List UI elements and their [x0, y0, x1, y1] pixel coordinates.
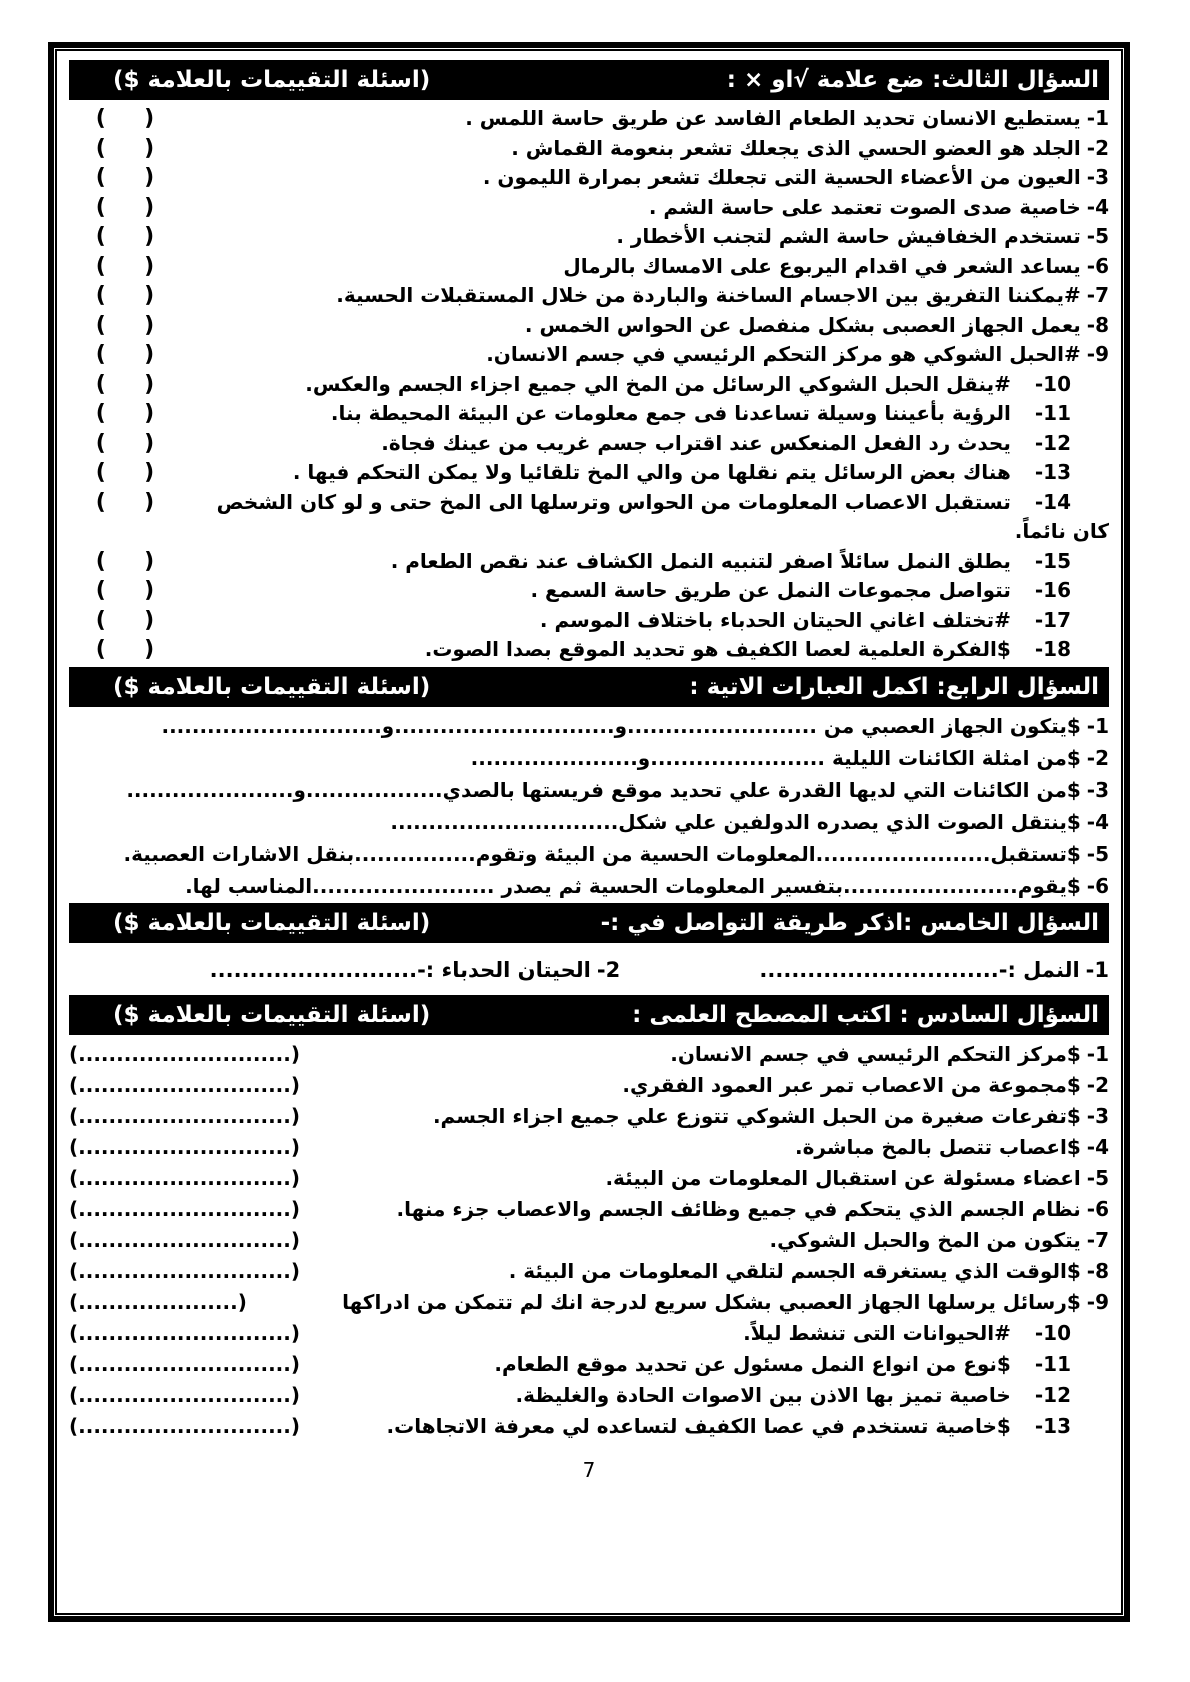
question-text — [327, 1380, 1109, 1411]
scientific-term-item — [69, 1225, 1109, 1256]
question-number: 3- — [1086, 1103, 1109, 1128]
question-number: 8- — [1086, 312, 1109, 337]
question-text — [181, 370, 1109, 400]
answer-parens[interactable]: ( ) — [95, 548, 155, 574]
scientific-term-item — [69, 1318, 1109, 1349]
true-false-item — [69, 399, 1109, 429]
fill-blank-item[interactable] — [69, 839, 1109, 869]
question-statement: هناك بعض الرسائل يتم نقلها من والي المخ تلقائيا ولا يمكن التحكم فيها . — [292, 460, 1011, 484]
question-text — [181, 104, 1109, 134]
question-statement: #تختلف اغاني الحيتان الحدباء باختلاف الموسم . — [539, 607, 1011, 632]
fill-blank-item[interactable] — [69, 711, 1109, 741]
question-statement: $الوقت الذي يستغرقه الجسم لتلقي المعلومات من البيئة . — [508, 1258, 1081, 1283]
question-statement: الحيتان الحدباء :-.......................... — [209, 957, 591, 982]
answer-blank[interactable]: (............................) — [69, 1041, 301, 1066]
question-number: 2- — [1086, 135, 1109, 160]
answer-blank[interactable]: (............................) — [69, 1103, 301, 1128]
question-statement: $خاصية تستخدم في عصا الكفيف لتساعده لي معرفة الاتجاهات. — [386, 1413, 1011, 1438]
scientific-term-item — [69, 1101, 1109, 1132]
answer-blank[interactable]: (............................) — [69, 1072, 301, 1097]
question-statement: يستطيع الانسان تحديد الطعام الفاسد عن طريق حاسة اللمس . — [465, 106, 1081, 130]
fill-blank-item[interactable] — [69, 871, 1109, 901]
answer-parens[interactable]: ( ) — [95, 283, 155, 308]
question-number: 11- — [1034, 1351, 1071, 1376]
true-false-item — [69, 606, 1109, 636]
question-statement: يعمل الجهاز العصبى بشكل منفصل عن الحواس الخمس . — [524, 312, 1081, 337]
true-false-item — [69, 222, 1109, 252]
section-title-q5: السؤال الخامس :اذكر طريقة التواصل في :- — [600, 909, 1099, 936]
question-text — [181, 606, 1109, 636]
question-number: 3- — [1086, 165, 1109, 189]
fill-blank-question-list — [69, 711, 1109, 901]
question-number: 2- — [1086, 1072, 1109, 1097]
question-number: 5- — [1086, 1165, 1109, 1190]
answer-parens[interactable]: ( ) — [95, 401, 155, 426]
question-statement: $يتكون الجهاز العصبي من .........................و.............................و............................. — [161, 713, 1081, 738]
answer-blank[interactable]: (............................) — [69, 1258, 301, 1283]
answer-parens[interactable]: ( ) — [95, 194, 155, 220]
question-statement: $مجموعة من الاعصاب تمر عبر العمود الفقري. — [622, 1072, 1081, 1097]
answer-parens[interactable]: ( ) — [95, 637, 155, 662]
answer-blank[interactable]: (............................) — [69, 1413, 301, 1438]
question-statement: $نوع من انواع النمل مسئول عن تحديد موقع الطعام. — [494, 1351, 1011, 1376]
scientific-term-item — [69, 1411, 1109, 1442]
question-statement: #ينقل الحبل الشوكي الرسائل من المخ الي جميع اجزاء الجسم والعكس. — [305, 371, 1011, 396]
question-statement: الرؤية بأعيننا وسيلة تساعدنا فى جمع معلومات عن البيئة المحيطة بنا. — [330, 401, 1011, 425]
section-title-q6: السؤال السادس : اكتب المصطح العلمى : — [632, 1001, 1099, 1028]
answer-blank[interactable]: (............................) — [69, 1134, 301, 1159]
question-statement: خاصية تميز بها الاذن بين الاصوات الحادة والغليظة. — [515, 1382, 1011, 1407]
question-text — [181, 547, 1109, 577]
question-statement: $تستقبل.......................المعلومات الحسية من البيئة وتقوم................بنقل الاشارات العصبية. — [123, 841, 1081, 866]
question-text — [327, 1039, 1109, 1070]
answer-parens[interactable]: ( ) — [95, 460, 155, 485]
question-number: 14- — [1034, 489, 1071, 514]
question-statement: اعضاء مسئولة عن استقبال المعلومات من البيئة. — [605, 1165, 1081, 1190]
question-number: 16- — [1034, 578, 1071, 602]
answer-parens[interactable]: ( ) — [95, 106, 155, 131]
question-number: 1- — [1086, 713, 1109, 738]
question-number: 18- — [1034, 637, 1071, 661]
section-header-q6 — [69, 995, 1109, 1035]
question-statement: $مركز التحكم الرئيسي في جسم الانسان. — [670, 1041, 1081, 1066]
question-text — [181, 134, 1109, 164]
evaluation-note-q3: (اسئلة التقييمات بالعلامة $) — [113, 67, 431, 93]
question-text — [181, 340, 1109, 370]
true-false-item — [69, 134, 1109, 164]
page-border-inner — [55, 49, 1123, 1615]
question-number: 4- — [1086, 809, 1109, 834]
question-text — [181, 193, 1109, 223]
communication-item-whales[interactable] — [69, 947, 620, 993]
question-number: 1- — [1086, 106, 1109, 130]
question-statement: #الحبل الشوكي هو مركز التحكم الرئيسي في جسم الانسان. — [486, 342, 1081, 366]
question-statement: $من امثلة الكائنات الليلية .......................و...................... — [470, 745, 1081, 770]
question-number: 4- — [1086, 1134, 1109, 1159]
scientific-term-item — [69, 1039, 1109, 1070]
question-text — [181, 488, 1109, 547]
question-text — [181, 311, 1109, 341]
true-false-item — [69, 104, 1109, 134]
question-number: 9- — [1086, 1289, 1109, 1314]
question-statement: نظام الجسم الذي يتحكم في جميع وظائف الجسم والاعصاب جزء منها. — [396, 1196, 1081, 1221]
question-text — [327, 1349, 1109, 1380]
question-number: 11- — [1034, 401, 1071, 425]
true-false-item — [69, 547, 1109, 577]
page-number: 7 — [582, 1457, 596, 1482]
true-false-item — [69, 163, 1109, 193]
answer-parens[interactable]: ( ) — [95, 253, 155, 279]
question-number: 7- — [1086, 1227, 1109, 1252]
question-statement: خاصية صدى الصوت تعتمد على حاسة الشم . — [648, 194, 1081, 219]
question-number: 6- — [1086, 873, 1109, 898]
question-statement: تستقبل الاعصاب المعلومات من الحواس وترسلها الى المخ حتى و لو كان الشخص كان نائماً. — [216, 489, 1109, 543]
answer-parens[interactable]: ( ) — [95, 489, 155, 515]
question-text — [181, 281, 1109, 311]
answer-blank[interactable]: (............................) — [69, 1382, 301, 1407]
question-number: 12- — [1034, 430, 1071, 455]
question-number: 6- — [1086, 253, 1109, 278]
answer-parens[interactable]: ( ) — [95, 165, 155, 190]
section-header-q5 — [69, 903, 1109, 943]
question-number: 2- — [596, 957, 621, 982]
question-statement: تتواصل مجموعات النمل عن طريق حاسة السمع . — [530, 578, 1011, 602]
question-statement: تستخدم الخفافيش حاسة الشم لتجنب الأخطار . — [616, 224, 1081, 248]
section-title-q4: السؤال الرابع: اكمل العبارات الاتية : — [689, 673, 1099, 700]
question-text — [181, 458, 1109, 488]
evaluation-note-q6: (اسئلة التقييمات بالعلامة $) — [113, 1001, 431, 1028]
question-text — [181, 635, 1109, 665]
question-statement: $رسائل يرسلها الجهاز العصبي بشكل سريع لدرجة انك لم تتمكن من ادراكها — [342, 1289, 1081, 1314]
question-number: 10- — [1034, 371, 1071, 396]
question-statement: يتكون من المخ والحبل الشوكي. — [769, 1227, 1081, 1252]
answer-parens[interactable]: ( ) — [95, 342, 155, 367]
true-false-item — [69, 340, 1109, 370]
fill-blank-item[interactable] — [69, 775, 1109, 805]
question-statement: $اعصاب تتصل بالمخ مباشرة. — [794, 1134, 1081, 1159]
fill-blank-item[interactable] — [69, 807, 1109, 837]
scientific-term-question-list — [69, 1039, 1109, 1442]
evaluation-note-q4: (اسئلة التقييمات بالعلامة $) — [113, 673, 431, 700]
answer-blank[interactable]: (............................) — [69, 1320, 301, 1345]
question-number: 5- — [1086, 841, 1109, 866]
answer-blank[interactable]: (............................) — [69, 1196, 301, 1221]
question-number: 1- — [1086, 1041, 1109, 1066]
question-statement: $من الكائنات التي لديها القدرة علي تحديد موقع فريستها بالصدي..................و...................... — [126, 777, 1081, 802]
answer-parens[interactable]: ( ) — [95, 607, 155, 633]
question-text — [181, 222, 1109, 252]
question-text — [327, 1132, 1109, 1163]
true-false-item — [69, 635, 1109, 665]
question-number: 4- — [1086, 194, 1109, 219]
question-text — [327, 1225, 1109, 1256]
question-number: 13- — [1034, 1413, 1071, 1438]
question-text — [327, 1101, 1109, 1132]
question-number: 15- — [1034, 548, 1071, 573]
answer-parens[interactable]: ( ) — [95, 224, 155, 249]
answer-blank[interactable]: (.....................) — [69, 1289, 247, 1314]
scientific-term-item — [69, 1380, 1109, 1411]
question-number: 12- — [1034, 1382, 1071, 1407]
true-false-item — [69, 311, 1109, 341]
scientific-term-item — [69, 1163, 1109, 1194]
question-statement: يساعد الشعر في اقدام اليربوع على الامساك بالرمال — [563, 253, 1081, 278]
question-number: 3- — [1086, 777, 1109, 802]
answer-blank[interactable]: (............................) — [69, 1227, 301, 1252]
evaluation-note-q5: (اسئلة التقييمات بالعلامة $) — [113, 909, 431, 936]
question-text — [327, 1287, 1109, 1318]
question-text — [181, 252, 1109, 282]
answer-blank[interactable]: (............................) — [69, 1351, 301, 1376]
question-statement: #الحيوانات التى تنشط ليلاً. — [743, 1320, 1011, 1345]
question-statement: العيون من الأعضاء الحسية التى تجعلك تشعر بمرارة الليمون . — [482, 165, 1081, 189]
question-statement: $ينتقل الصوت الذي يصدره الدولفين علي شكل.............................. — [390, 809, 1081, 834]
question-number: 2- — [1086, 745, 1109, 770]
question-number: 13- — [1034, 460, 1071, 484]
communication-item-ants[interactable] — [620, 947, 1109, 993]
question-statement: الجلد هو العضو الحسي الذى يجعلك تشعر بنعومة القماش . — [511, 135, 1081, 160]
question-text — [181, 429, 1109, 459]
question-text — [327, 1411, 1109, 1442]
question-statement: يحدث رد الفعل المنعكس عند اقتراب جسم غريب من عينك فجاة. — [381, 430, 1011, 455]
question-statement: النمل :-.............................. — [759, 957, 1080, 982]
true-false-item — [69, 576, 1109, 606]
scientific-term-item — [69, 1256, 1109, 1287]
scientific-term-item — [69, 1194, 1109, 1225]
question-text — [181, 576, 1109, 606]
scientific-term-item — [69, 1132, 1109, 1163]
question-statement: $تفرعات صغيرة من الحبل الشوكي تتوزع علي جميع اجزاء الجسم. — [432, 1103, 1081, 1128]
communication-question-row — [69, 947, 1109, 993]
question-number: 5- — [1086, 224, 1109, 248]
question-number: 7- — [1086, 283, 1109, 307]
page-border — [48, 42, 1130, 1622]
answer-parens[interactable]: ( ) — [95, 578, 155, 603]
question-statement: #يمكننا التفريق بين الاجسام الساخنة والباردة من خلال المستقبلات الحسية. — [336, 283, 1081, 307]
question-statement: $يقوم.......................بتفسير المعلومات الحسية ثم يصدر ........................المناسب لها. — [185, 873, 1081, 898]
question-text — [181, 163, 1109, 193]
answer-blank[interactable]: (............................) — [69, 1165, 301, 1190]
scientific-term-item — [69, 1287, 1109, 1318]
question-number: 9- — [1086, 342, 1109, 366]
question-number: 10- — [1034, 1320, 1071, 1345]
question-text — [327, 1194, 1109, 1225]
question-text — [327, 1256, 1109, 1287]
question-statement: يطلق النمل سائلاً اصفر لتنبيه النمل الكشاف عند نقص الطعام . — [390, 548, 1011, 573]
question-text — [181, 399, 1109, 429]
fill-blank-item[interactable] — [69, 743, 1109, 773]
question-statement: $الفكرة العلمية لعصا الكفيف هو تحديد الموقع بصدا الصوت. — [424, 637, 1011, 661]
true-false-item — [69, 488, 1109, 547]
scientific-term-item — [69, 1349, 1109, 1380]
exam-page-content — [57, 51, 1121, 1613]
true-false-item — [69, 429, 1109, 459]
answer-parens[interactable]: ( ) — [95, 135, 155, 161]
question-text — [327, 1163, 1109, 1194]
section-title-q3: السؤال الثالث: ضع علامة √او × : — [726, 67, 1099, 93]
question-text — [327, 1318, 1109, 1349]
true-false-item — [69, 370, 1109, 400]
question-number: 17- — [1034, 607, 1071, 632]
question-text — [327, 1070, 1109, 1101]
scientific-term-item — [69, 1070, 1109, 1101]
question-number: 8- — [1086, 1258, 1109, 1283]
section-header-q3 — [69, 60, 1109, 100]
true-false-item — [69, 281, 1109, 311]
section-header-q4 — [69, 667, 1109, 707]
question-number: 6- — [1086, 1196, 1109, 1221]
question-number: 1- — [1085, 957, 1109, 982]
answer-parens[interactable]: ( ) — [95, 312, 155, 338]
answer-parens[interactable]: ( ) — [95, 430, 155, 456]
answer-parens[interactable]: ( ) — [95, 371, 155, 397]
true-false-item — [69, 458, 1109, 488]
true-false-item — [69, 252, 1109, 282]
true-false-question-list — [69, 104, 1109, 665]
true-false-item — [69, 193, 1109, 223]
